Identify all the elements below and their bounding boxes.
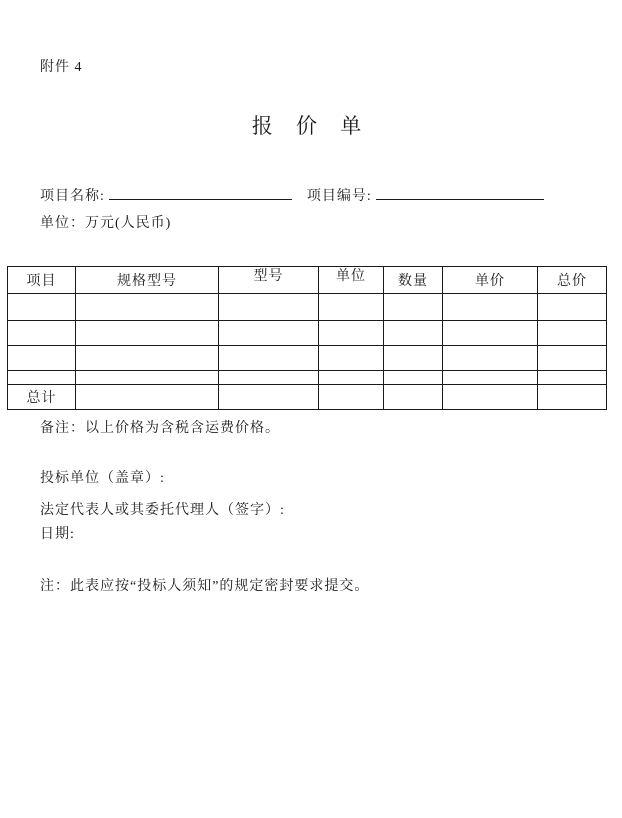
table-cell[interactable] [76,346,219,371]
table-cell[interactable] [319,346,384,371]
page-title: 报 价 单 [251,114,371,138]
table-cell[interactable] [443,385,538,410]
table-cell[interactable] [8,294,76,321]
table-cell[interactable] [76,294,219,321]
table-cell[interactable] [538,321,607,346]
project-name-blank-line[interactable] [109,185,292,200]
table-cell[interactable] [538,294,607,321]
column-header-spec-model: 规格型号 [76,267,219,294]
table-cell[interactable] [8,371,76,385]
table-cell[interactable] [8,321,76,346]
table-cell[interactable] [219,321,319,346]
project-name-label: 项目名称: [40,189,105,204]
remark-note: 备注：以上价格为含税含运费价格。 [40,421,280,436]
column-header-model: 型号 [219,267,319,294]
attachment-label: 附件 4 [40,60,83,75]
table-row [8,346,607,371]
table-cell[interactable] [384,294,443,321]
table-cell[interactable] [76,371,219,385]
table-cell[interactable] [319,371,384,385]
table-cell[interactable] [319,321,384,346]
table-cell[interactable] [384,346,443,371]
table-total-row [8,385,607,410]
table-cell[interactable] [76,321,219,346]
table-cell[interactable] [538,371,607,385]
legal-representative-line: 法定代表人或其委托代理人（签字）: [40,503,285,518]
table-cell[interactable] [538,346,607,371]
table-cell[interactable] [443,321,538,346]
table-cell[interactable] [319,385,384,410]
column-header-unit-price: 单价 [443,267,538,294]
table-cell[interactable] [443,346,538,371]
date-label: 日期: [40,527,75,542]
table-cell[interactable] [8,346,76,371]
table-header-row [8,267,607,294]
column-header-item: 项目 [8,267,76,294]
table-cell[interactable] [76,385,219,410]
currency-unit-note: 单位：万元(人民币) [40,216,172,231]
table-cell[interactable] [219,294,319,321]
bidder-seal-line: 投标单位（盖章）: [40,471,165,486]
column-header-quantity: 数量 [384,267,443,294]
table-cell[interactable] [219,385,319,410]
table-cell[interactable] [443,294,538,321]
table-cell[interactable] [384,321,443,346]
project-fields-row [40,185,544,205]
column-header-total-price: 总价 [538,267,607,294]
table-cell[interactable] [443,371,538,385]
table-cell[interactable] [319,294,384,321]
table-row [8,294,607,321]
table-row [8,321,607,346]
table-cell[interactable] [384,371,443,385]
total-row-label: 总计 [8,385,76,410]
table-cell[interactable] [219,371,319,385]
table-cell[interactable] [384,385,443,410]
table-cell[interactable] [538,385,607,410]
project-number-blank-line[interactable] [376,185,544,200]
footer-note: 注：此表应按“投标人须知”的规定密封要求提交。 [40,579,370,594]
table-cell[interactable] [219,346,319,371]
project-number-label: 项目编号: [306,189,372,204]
column-header-unit: 单位 [319,267,384,294]
table-row-thin [8,371,607,385]
quotation-table [7,266,607,410]
